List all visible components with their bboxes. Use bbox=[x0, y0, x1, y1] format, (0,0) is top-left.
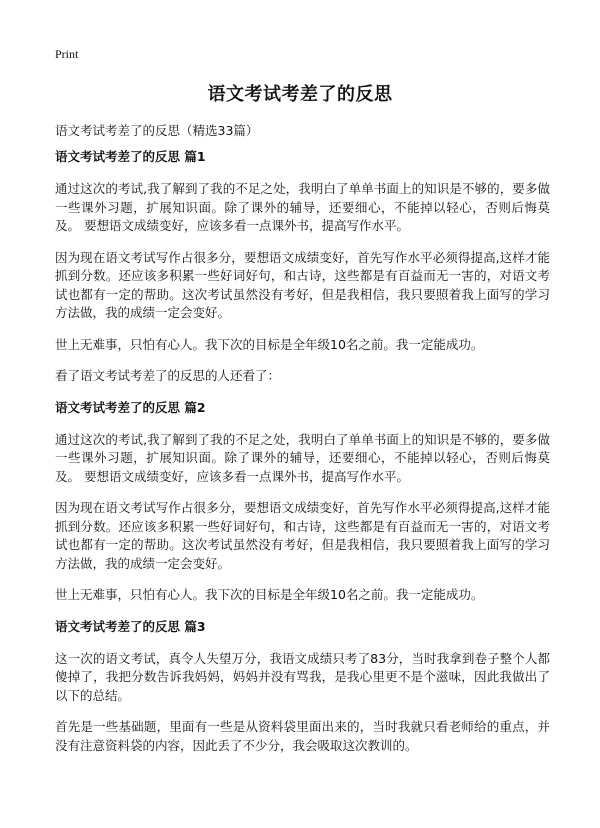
page-title: 语文考试考差了的反思 bbox=[207, 84, 393, 105]
paragraph: 世上无难事，只怕有心人。我下次的目标是全年级10名之前。我一定能成功。 bbox=[55, 336, 484, 352]
section-2 bbox=[55, 399, 550, 605]
print-link[interactable]: Print bbox=[55, 47, 79, 61]
section-heading: 语文考试考差了的反思 篇3 bbox=[55, 618, 206, 634]
paragraph: 因为现在语文考试写作占很多分，要想语文成绩变好，首先写作水平必须得提高,这样才能抓到分数。还应该多积累一些好词好句，和古诗，这些都是有百益而无一害的，对语文考试也都有一定的帮助。这次考试虽然没有考好，但是我相信，我只要照着我上面写的学习方法做，我的成绩一定会变好。 bbox=[55, 500, 550, 571]
section-3 bbox=[55, 618, 550, 756]
paragraph: 这一次的语文考试，真令人失望万分，我语文成绩只考了83分，当时我拿到卷子整个人都傻掉了，我把分数告诉我妈妈，妈妈并没有骂我，是我心里更不是个滋味，因此我做出了以下的总结。 bbox=[55, 650, 550, 703]
section-heading: 语文考试考差了的反思 篇2 bbox=[55, 399, 206, 415]
related-reading-label: 看了语文考试考差了的反思的人还看了： bbox=[55, 368, 281, 383]
paragraph: 通过这次的考试,我了解到了我的不足之处，我明白了单单书面上的知识是不够的，要多做一些课外习题，扩展知识面。除了课外的辅导，还要细心，不能掉以轻心，否则后悔莫及。 要想语文成绩变好，应该多看一点课外书，提高写作水平。 bbox=[55, 431, 550, 484]
paragraph: 首先是一些基础题，里面有一些是从资料袋里面出来的，当时我就只看老师给的重点，并没有注意资料袋的内容，因此丢了不少分，我会吸取这次教训的。 bbox=[55, 719, 550, 753]
section-1 bbox=[55, 148, 550, 386]
paragraph: 通过这次的考试,我了解到了我的不足之处，我明白了单单书面上的知识是不够的，要多做一些课外习题，扩展知识面。除了课外的辅导，还要细心，不能掉以轻心，否则后悔莫及。 要想语文成绩变好，应该多看一点课外书，提高写作水平。 bbox=[55, 181, 550, 233]
paragraph: 因为现在语文考试写作占很多分，要想语文成绩变好，首先写作水平必须得提高,这样才能抓到分数。还应该多积累一些好词好句，和古诗，这些都是有百益而无一害的，对语文考试也都有一定的帮助。这次考试虽然没有考好，但是我相信，我只要照着我上面写的学习方法做，我的成绩一定会变好。 bbox=[55, 249, 550, 320]
document-subtitle: 语文考试考差了的反思（精选33篇） bbox=[55, 123, 259, 138]
section-heading: 语文考试考差了的反思 篇1 bbox=[55, 149, 206, 164]
paragraph: 世上无难事，只怕有心人。我下次的目标是全年级10名之前。我一定能成功。 bbox=[55, 587, 484, 602]
document-body bbox=[55, 148, 550, 768]
